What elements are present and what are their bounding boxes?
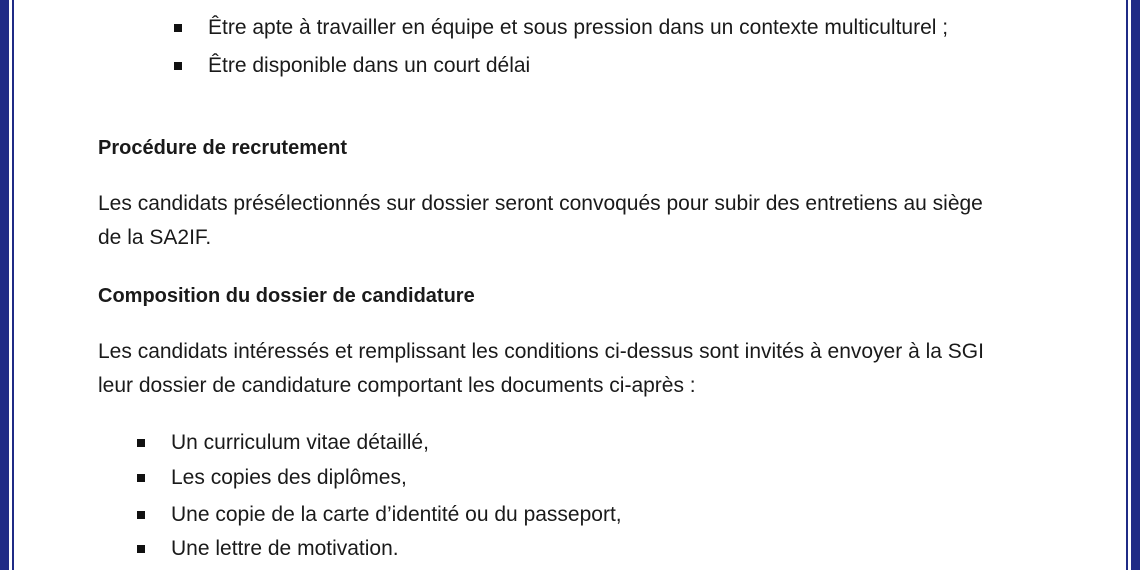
bullet-icon (137, 511, 145, 519)
requirement-text: Être apte à travailler en équipe et sous pression dans un contexte multiculturel ; (208, 16, 949, 39)
document-text: Une lettre de motivation. (171, 537, 399, 560)
requirement-text: Être disponible dans un court délai (208, 54, 531, 77)
paragraph-line: Les candidats intéressés et remplissant les conditions ci-dessus sont invités à envoyer à la SGI (98, 340, 984, 363)
bullet-icon (174, 62, 182, 70)
list-item (174, 15, 948, 41)
list-item (137, 465, 407, 491)
page-frame-right-inner (1126, 0, 1128, 570)
list-item (137, 502, 622, 528)
document-text: Un curriculum vitae détaillé, (171, 431, 429, 454)
list-item (137, 430, 429, 456)
list-item (174, 53, 530, 79)
list-item (137, 536, 399, 562)
bullet-icon (137, 474, 145, 482)
page-frame-left (0, 0, 9, 570)
document-text: Les copies des diplômes, (171, 466, 407, 489)
bullet-icon (174, 24, 182, 32)
page-frame-right (1131, 0, 1140, 570)
bullet-icon (137, 545, 145, 553)
page-frame-left-inner (12, 0, 14, 570)
paragraph-line: de la SA2IF. (98, 226, 212, 249)
paragraph-line: leur dossier de candidature comportant les documents ci-après : (98, 374, 696, 397)
document-text: Une copie de la carte d’identité ou du passeport, (171, 503, 622, 526)
paragraph-line: Les candidats présélectionnés sur dossier seront convoqués pour subir des entretiens au siège (98, 192, 983, 215)
cropped-text-line (210, 0, 830, 4)
section-heading-recruitment: Procédure de recrutement (98, 137, 347, 159)
section-heading-application: Composition du dossier de candidature (98, 285, 475, 307)
bullet-icon (137, 439, 145, 447)
